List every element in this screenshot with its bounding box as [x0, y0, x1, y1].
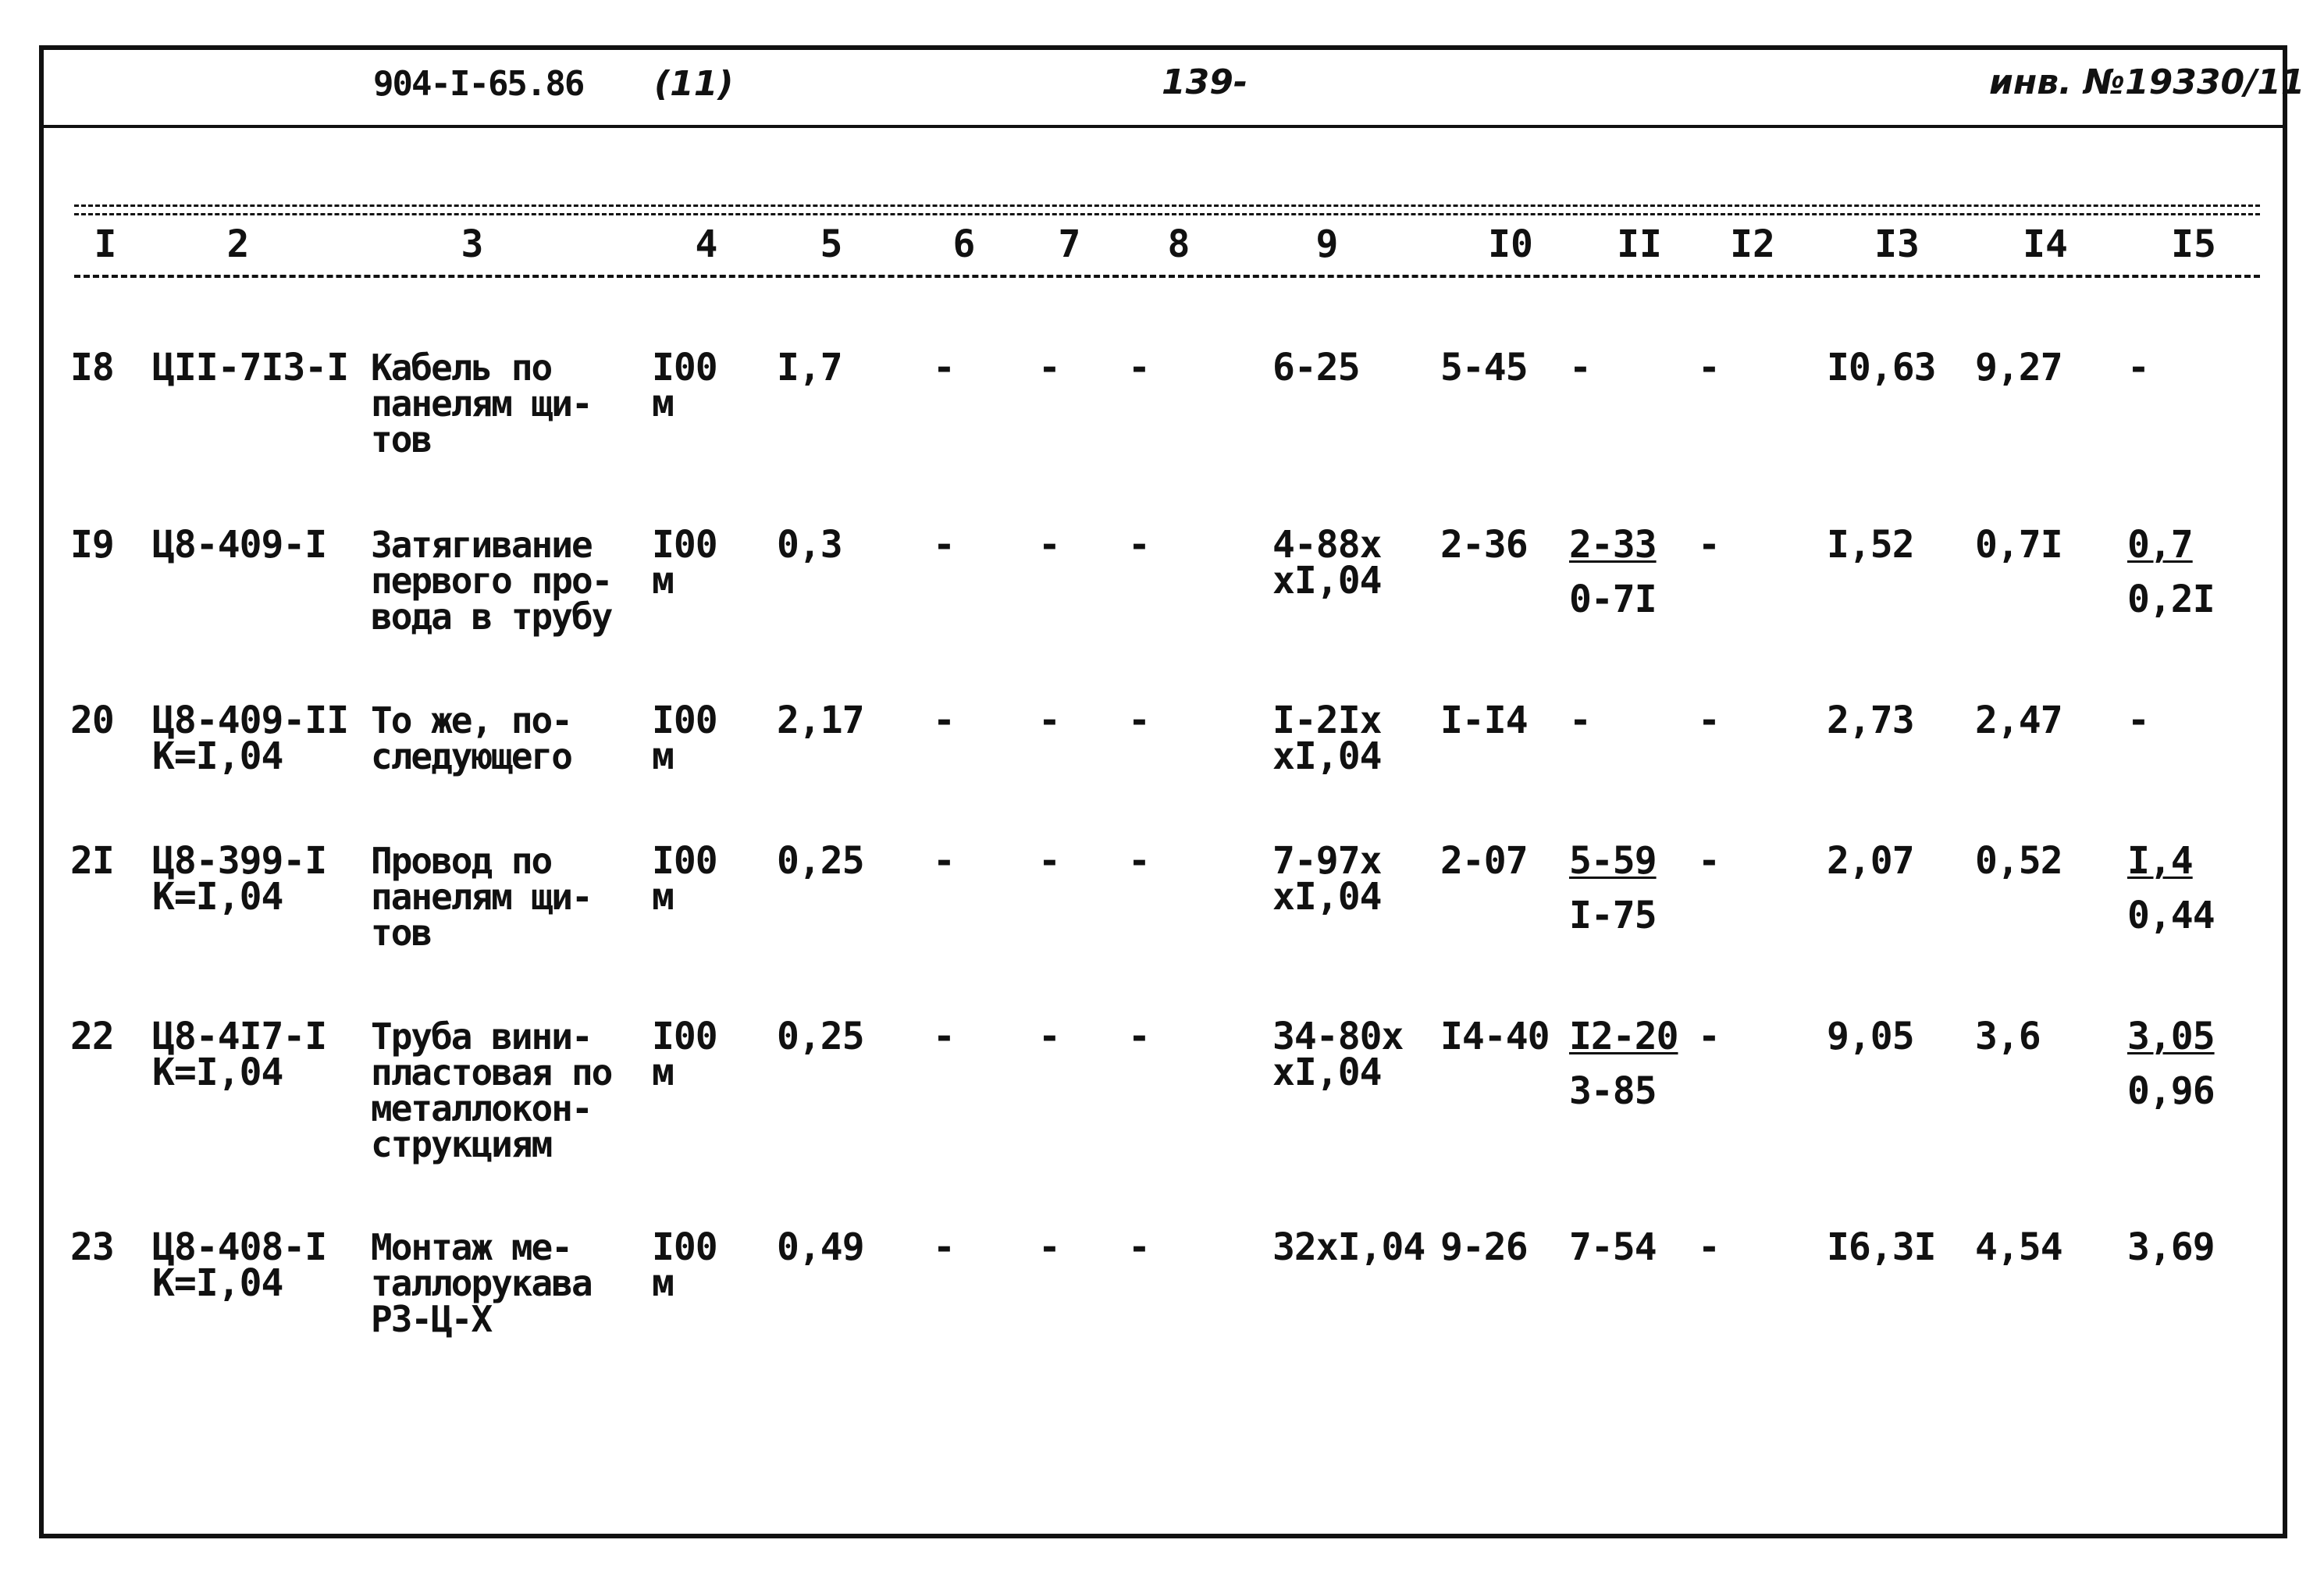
quantity: 0,49 — [777, 1225, 864, 1269]
col15-value: - — [2127, 346, 2149, 389]
col13-value: 2,07 — [1827, 839, 1914, 883]
col12-value: - — [1698, 839, 1720, 883]
col10-value: I4-40 — [1440, 1015, 1550, 1058]
column-number: I5 — [2171, 222, 2216, 266]
column-number: I — [94, 222, 117, 266]
col15-value: 3,05 — [2127, 1015, 2215, 1058]
work-description: Затягивание первого про- вода в трубу — [371, 524, 612, 638]
column-number: 8 — [1167, 222, 1190, 266]
column-number: 6 — [952, 222, 976, 266]
unit-of-measure: I00 м — [652, 346, 717, 425]
col13-value: 2,73 — [1827, 699, 1914, 742]
col15-value: 0,7 — [2127, 523, 2193, 567]
row-number: 22 — [70, 1015, 114, 1058]
rate-coefficient: К=I,04 — [152, 734, 283, 778]
col8-value: - — [1128, 699, 1150, 742]
col6-value: - — [933, 1225, 955, 1269]
col7-value: - — [1038, 1015, 1060, 1058]
column-number: 4 — [695, 222, 718, 266]
col11-value: 7-54 — [1569, 1225, 1657, 1269]
col15-value: - — [2127, 699, 2149, 742]
column-number: I2 — [1730, 222, 1775, 266]
unit-of-measure: I00 м — [652, 699, 717, 778]
col11-sub-value: 0-7I — [1569, 578, 1657, 621]
sheet-number: (11) — [654, 64, 734, 104]
table-header-rule-top — [74, 204, 2260, 215]
quantity: 0,25 — [777, 839, 864, 883]
col15-sub-value: 0,96 — [2127, 1069, 2215, 1113]
unit-of-measure: I00 м — [652, 1015, 717, 1094]
col13-value: 9,05 — [1827, 1015, 1914, 1058]
col10-value: 2-07 — [1440, 839, 1528, 883]
unit-cost: 4-88х хI,04 — [1272, 523, 1382, 603]
col13-value: I6,3I — [1827, 1225, 1936, 1269]
page-number: 139- — [1162, 62, 1248, 102]
col11-value: I2-20 — [1569, 1015, 1678, 1058]
column-number: I0 — [1488, 222, 1533, 266]
col12-value: - — [1698, 699, 1720, 742]
work-description: То же, по- следующего — [371, 699, 571, 777]
rate-code: Ц8-408-I — [152, 1225, 327, 1269]
col11-sub-value: I-75 — [1569, 894, 1657, 937]
col6-value: - — [933, 839, 955, 883]
row-number: 20 — [70, 699, 114, 742]
col15-value: 3,69 — [2127, 1225, 2215, 1269]
col12-value: - — [1698, 1225, 1720, 1269]
unit-of-measure: I00 м — [652, 839, 717, 919]
column-number: 9 — [1315, 222, 1339, 266]
quantity: I,7 — [777, 346, 842, 389]
col6-value: - — [933, 699, 955, 742]
unit-cost: 7-97х хI,04 — [1272, 839, 1382, 919]
rate-code: Ц8-399-I — [152, 839, 327, 883]
col7-value: - — [1038, 523, 1060, 567]
col7-value: - — [1038, 346, 1060, 389]
col14-value: 2,47 — [1975, 699, 2062, 742]
col10-value: I-I4 — [1440, 699, 1528, 742]
col10-value: 9-26 — [1440, 1225, 1528, 1269]
rate-coefficient: К=I,04 — [152, 1051, 283, 1094]
col11-value: - — [1569, 699, 1591, 742]
row-number: I9 — [70, 523, 114, 567]
rate-coefficient: К=I,04 — [152, 1261, 283, 1305]
col11-value: 2-33 — [1569, 523, 1657, 567]
col6-value: - — [933, 1015, 955, 1058]
col7-value: - — [1038, 1225, 1060, 1269]
col6-value: - — [933, 346, 955, 389]
column-number: I3 — [1874, 222, 1920, 266]
col12-value: - — [1698, 523, 1720, 567]
col14-value: 0,7I — [1975, 523, 2062, 567]
col8-value: - — [1128, 523, 1150, 567]
col8-value: - — [1128, 839, 1150, 883]
col15-value: I,4 — [2127, 839, 2193, 883]
col10-value: 2-36 — [1440, 523, 1528, 567]
quantity: 0,3 — [777, 523, 842, 567]
col11-sub-value: 3-85 — [1569, 1069, 1657, 1113]
column-number: II — [1617, 222, 1662, 266]
rate-code: Ц8-4I7-I — [152, 1015, 327, 1058]
col15-sub-value: 0,44 — [2127, 894, 2215, 937]
row-number: 2I — [70, 839, 114, 883]
column-number: 3 — [461, 222, 484, 266]
document-code: 904-I-65.86 — [373, 64, 584, 104]
col12-value: - — [1698, 1015, 1720, 1058]
row-number: 23 — [70, 1225, 114, 1269]
rate-coefficient: К=I,04 — [152, 875, 283, 919]
quantity: 0,25 — [777, 1015, 864, 1058]
work-description: Монтаж ме- таллорукава РЗ-Ц-Х — [371, 1226, 592, 1340]
quantity: 2,17 — [777, 699, 864, 742]
work-description: Кабель по панелям щи- тов — [371, 347, 592, 461]
unit-cost: 6-25 — [1272, 346, 1360, 389]
column-number: I4 — [2023, 222, 2068, 266]
table-header-rule-bottom — [74, 275, 2260, 278]
column-number: 5 — [820, 222, 843, 266]
col8-value: - — [1128, 346, 1150, 389]
col14-value: 9,27 — [1975, 346, 2062, 389]
col7-value: - — [1038, 699, 1060, 742]
row-number: I8 — [70, 346, 114, 389]
col13-value: I,52 — [1827, 523, 1914, 567]
col7-value: - — [1038, 839, 1060, 883]
col11-value: 5-59 — [1569, 839, 1657, 883]
col10-value: 5-45 — [1440, 346, 1528, 389]
work-description: Труба вини- пластовая по металлокон- струкциям — [371, 1015, 612, 1165]
col12-value: - — [1698, 346, 1720, 389]
unit-cost: 32хI,04 — [1272, 1225, 1425, 1269]
col8-value: - — [1128, 1015, 1150, 1058]
inventory-number: инв. №19330/11 — [1989, 62, 2305, 102]
rate-code: Ц8-409-I — [152, 523, 327, 567]
unit-of-measure: I00 м — [652, 523, 717, 603]
col8-value: - — [1128, 1225, 1150, 1269]
rate-code: Ц8-409-II — [152, 699, 349, 742]
column-number: 7 — [1058, 222, 1081, 266]
rate-code: ЦII-7I3-I — [152, 346, 349, 389]
col14-value: 0,52 — [1975, 839, 2062, 883]
unit-cost: 34-80х хI,04 — [1272, 1015, 1404, 1094]
header-divider — [39, 125, 2287, 128]
col14-value: 3,6 — [1975, 1015, 2041, 1058]
col14-value: 4,54 — [1975, 1225, 2062, 1269]
col6-value: - — [933, 523, 955, 567]
column-number: 2 — [226, 222, 250, 266]
unit-of-measure: I00 м — [652, 1225, 717, 1305]
col13-value: I0,63 — [1827, 346, 1936, 389]
col15-sub-value: 0,2I — [2127, 578, 2215, 621]
unit-cost: I-2Iх хI,04 — [1272, 699, 1382, 778]
work-description: Провод по панелям щи- тов — [371, 840, 592, 954]
col11-value: - — [1569, 346, 1591, 389]
